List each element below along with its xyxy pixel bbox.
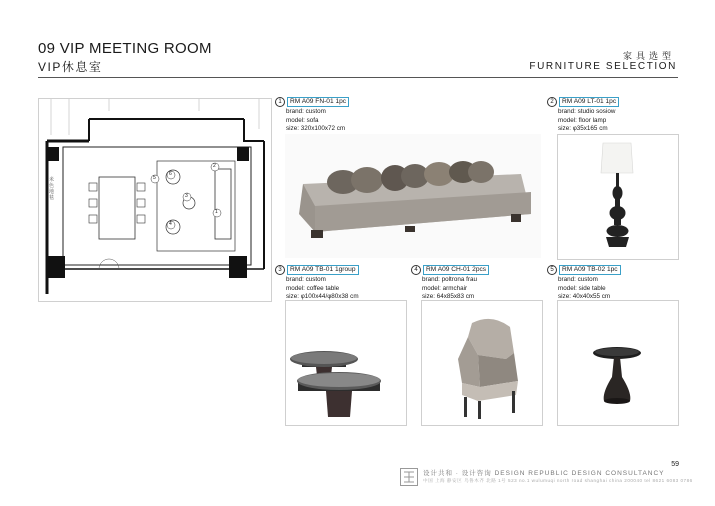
item-code: RM A09 TB-01 1group bbox=[287, 265, 359, 275]
item-brand: brand: custom bbox=[558, 276, 598, 283]
item-number: 3 bbox=[275, 265, 285, 275]
item-size: size: φ100x44/φ80x38 cm bbox=[286, 293, 359, 300]
section-title-cn: 家具选型 bbox=[622, 51, 675, 61]
item-brand: brand: poltrona frau bbox=[422, 276, 477, 283]
item-sofa-spec bbox=[275, 97, 349, 134]
floor-lamp-image bbox=[557, 134, 679, 260]
plan-marker-1: 1 bbox=[215, 209, 218, 215]
item-code: RM A09 CH-01 2pcs bbox=[423, 265, 489, 275]
plan-marker-2: 2 bbox=[213, 163, 216, 169]
item-number: 4 bbox=[411, 265, 421, 275]
plan-marker-6: 6 bbox=[169, 171, 172, 177]
item-code: RM A09 TB-02 1pc bbox=[559, 265, 621, 275]
floor-plan-drawing bbox=[39, 99, 271, 301]
section-title-en: FURNITURE SELECTION bbox=[529, 61, 677, 72]
item-size: size: φ35x165 cm bbox=[558, 125, 608, 132]
plan-label-cn: 米色地毯 bbox=[49, 177, 55, 201]
plan-marker-3: 3 bbox=[185, 193, 188, 199]
plan-marker-5: 5 bbox=[153, 175, 156, 181]
plan-marker-4: 4 bbox=[169, 221, 172, 227]
item-model: model: sofa bbox=[286, 116, 319, 124]
item-brand: brand: custom bbox=[286, 108, 326, 115]
item-number: 1 bbox=[275, 97, 285, 107]
item-number: 2 bbox=[547, 97, 557, 107]
item-floor-lamp-spec bbox=[547, 97, 619, 134]
item-size: size: 320x100x72 cm bbox=[286, 125, 346, 132]
sofa-image bbox=[285, 134, 541, 258]
page-title: 09 VIP MEETING ROOM bbox=[38, 40, 212, 57]
page-number: 59 bbox=[671, 461, 679, 468]
item-brand: brand: custom bbox=[286, 276, 326, 283]
item-code: RM A09 FN-01 1pc bbox=[287, 97, 349, 107]
item-side-table-spec bbox=[547, 265, 621, 302]
header-divider bbox=[38, 77, 678, 78]
item-number: 5 bbox=[547, 265, 557, 275]
item-armchair-spec bbox=[411, 265, 489, 302]
company-logo-icon bbox=[400, 468, 418, 486]
item-brand: brand: studio sosiow bbox=[558, 108, 616, 115]
coffee-table-image bbox=[285, 300, 407, 426]
item-model: model: floor lamp bbox=[558, 116, 607, 124]
floor-plan bbox=[38, 98, 272, 302]
item-model: model: coffee table bbox=[286, 284, 340, 292]
page-subtitle-cn: VIP休息室 bbox=[38, 60, 103, 74]
item-size: size: 40x40x55 cm bbox=[558, 293, 611, 300]
item-model: model: armchair bbox=[422, 284, 468, 292]
side-table-image bbox=[557, 300, 679, 426]
item-model: model: side table bbox=[558, 284, 606, 292]
item-coffee-table-spec bbox=[275, 265, 359, 302]
company-name: 设计共和 · 设计咨询 DESIGN REPUBLIC DESIGN CONSULTANCY bbox=[423, 470, 665, 477]
item-code: RM A09 LT-01 1pc bbox=[559, 97, 619, 107]
item-size: size: 64x85x83 cm bbox=[422, 293, 475, 300]
armchair-image bbox=[421, 300, 543, 426]
company-address: 中国 上海 静安区 乌鲁木齐 北路 1号 523 no.1 wulumuqi north road shanghai china 200040 tel 8621 6083 0786 bbox=[423, 478, 693, 483]
